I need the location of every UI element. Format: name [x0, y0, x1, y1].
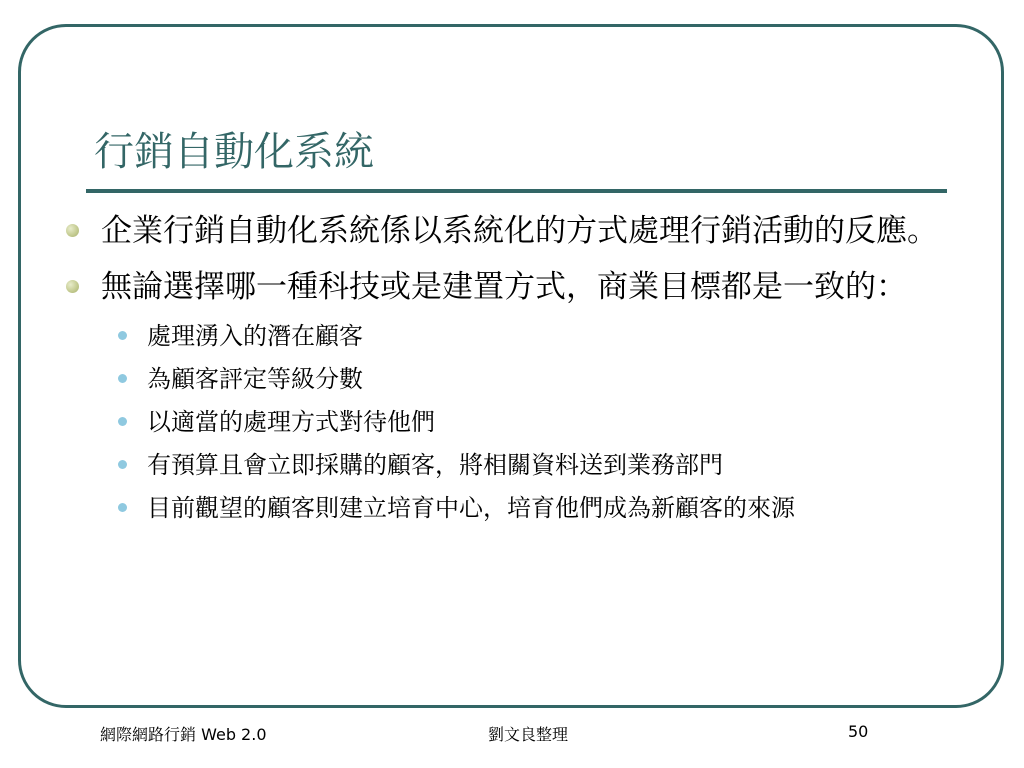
sub-bullet-text: 有預算且會立即採購的顧客，將相關資料送到業務部門	[147, 451, 723, 479]
footer-page-number: 50	[848, 722, 869, 741]
slide-title: 行銷自動化系統	[94, 129, 374, 175]
sub-bullet-item	[147, 491, 990, 526]
sub-bullet-item	[147, 448, 990, 483]
sub-bullet-dot-icon	[118, 331, 127, 340]
sub-bullet-item	[147, 405, 990, 440]
bullet-dot-icon	[66, 280, 79, 293]
sub-bullet-text: 處理湧入的潛在顧客	[147, 322, 363, 350]
sub-bullet-text: 以適當的處理方式對待他們	[147, 408, 435, 436]
bullet-dot-icon	[66, 224, 79, 237]
sub-bullet-text: 為顧客評定等級分數	[147, 365, 363, 393]
sub-bullet-dot-icon	[118, 374, 127, 383]
sub-bullet-item	[147, 319, 990, 354]
footer-course-title: 網際網路行銷 Web 2.0	[100, 725, 267, 744]
title-underline	[86, 189, 947, 193]
sub-bullet-dot-icon	[118, 503, 127, 512]
sub-bullet-dot-icon	[118, 460, 127, 469]
sub-bullet-dot-icon	[118, 417, 127, 426]
bullet-item	[60, 263, 990, 311]
sub-bullet-list	[147, 319, 990, 526]
bullet-list	[60, 207, 990, 534]
bullet-item	[60, 207, 990, 255]
bullet-text: 企業行銷自動化系統係以系統化的方式處理行銷活動的反應。	[101, 213, 938, 249]
sub-bullet-item	[147, 362, 990, 397]
sub-bullet-text: 目前觀望的顧客則建立培育中心，培育他們成為新顧客的來源	[147, 494, 795, 522]
bullet-text: 無論選擇哪一種科技或是建置方式，商業目標都是一致的：	[101, 269, 907, 305]
footer-author: 劉文良整理	[488, 725, 569, 744]
